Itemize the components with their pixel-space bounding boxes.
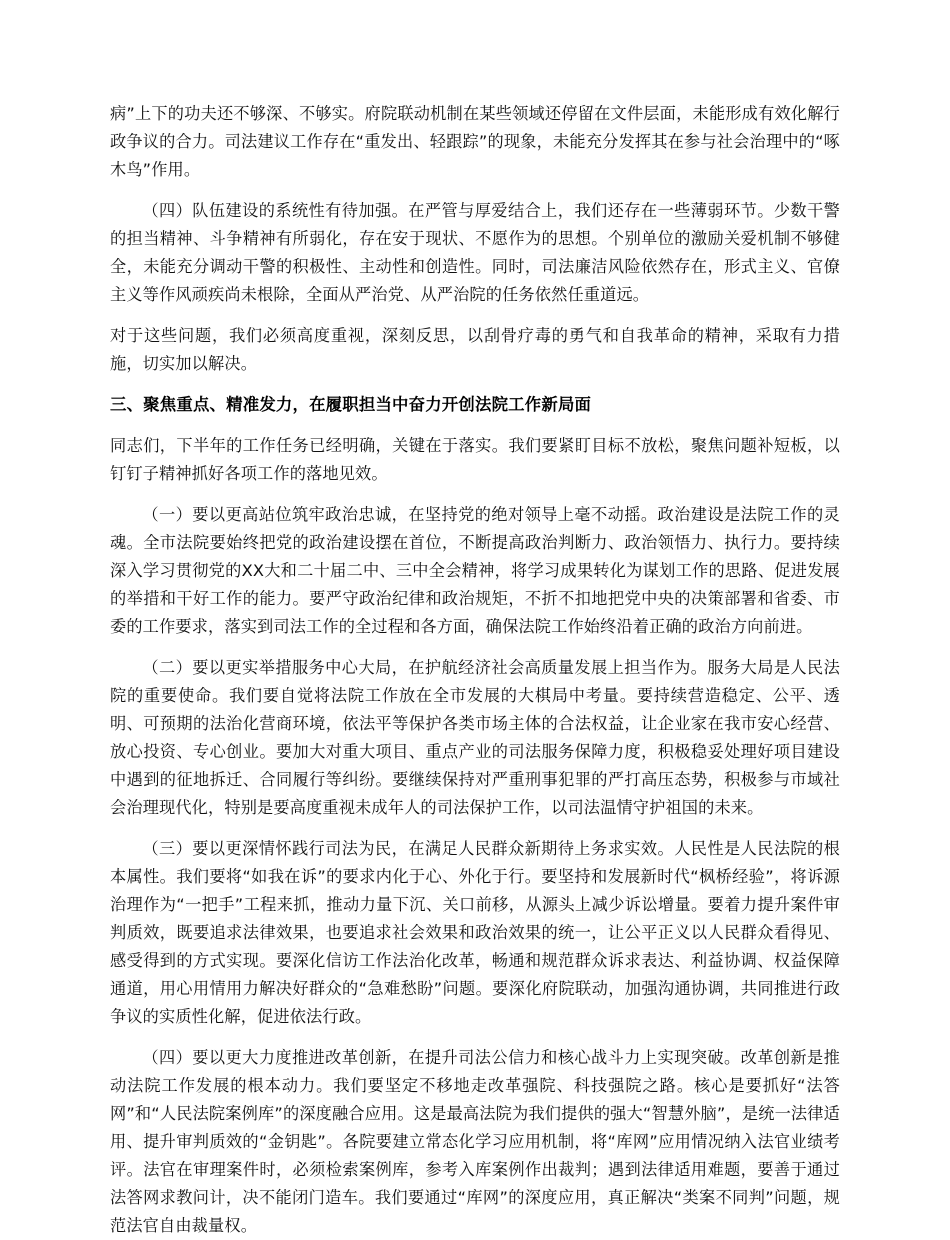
body-paragraph: （二）要以更实举措服务中心大局，在护航经济社会高质量发展上担当作为。服务大局是人民法院的重要使命。我们要自觉将法院工作放在全市发展的大棋局中考量。要持续营造稳定、公平、透明、可预期的法治化营商环境，依法平等保护各类市场主体的合法权益，让企业家在我市安心经营、放心投资、专心创业。要加大对重大项目、重点产业的司法服务保障力度，积极稳妥处理好项目建设中遇到的征地拆迁、合同履行等纠纷。要继续保持对严重刑事犯罪的严打高压态势，积极参与市域社会治理现代化，特别是要高度重视未成年人的司法保护工作，以司法温情守护祖国的未来。: [110, 658, 840, 817]
body-paragraph: 对于这些问题，我们必须高度重视，深刻反思，以刮骨疗毒的勇气和自我革命的精神，采取有力措施，切实加以解决。: [110, 326, 840, 373]
document-body: [110, 100, 840, 1240]
body-paragraph: （一）要以更高站位筑牢政治忠诚，在坚持党的绝对领导上毫不动摇。政治建设是法院工作的灵魂。全市法院要始终把党的政治建设摆在首位，不断提高政治判断力、政治领悟力、执行力。要持续深入学习贯彻党的XX大和二十届二中、三中全会精神，将学习成果转化为谋划工作的思路、促进发展的举措和干好工作的能力。要严守政治纪律和政治规矩，不折不扣地把党中央的决策部署和省委、市委的工作要求，落实到司法工作的全过程和各方面，确保法院工作始终沿着正确的政治方向前进。: [110, 505, 840, 636]
body-paragraph: 同志们，下半年的工作任务已经明确，关键在于落实。我们要紧盯目标不放松，聚焦问题补短板，以钉钉子精神抓好各项工作的落地见效。: [110, 436, 840, 483]
body-paragraph: （四）队伍建设的系统性有待加强。在严管与厚爱结合上，我们还存在一些薄弱环节。少数干警的担当精神、斗争精神有所弱化，存在安于现状、不愿作为的思想。个别单位的激励关爱机制不够健全，未能充分调动干警的积极性、主动性和创造性。同时，司法廉洁风险依然存在，形式主义、官僚主义等作风顽疾尚未根除，全面从严治党、从严治院的任务依然任重道远。: [110, 201, 840, 304]
body-paragraph: （三）要以更深情怀践行司法为民，在满足人民群众新期待上务求实效。人民性是人民法院的根本属性。我们要将“如我在诉”的要求内化于心、外化于行。要坚持和发展新时代“枫桥经验”，将诉源治理作为“一把手”工程来抓，推动力量下沉、关口前移，从源头上减少诉讼增量。要着力提升案件审判质效，既要追求法律效果，也要追求社会效果和政治效果的统一，让公平正义以人民群众看得见、感受得到的方式实现。要深化信访工作法治化改革，畅通和规范群众诉求表达、利益协调、权益保障通道，用心用情用力解决好群众的“急难愁盼”问题。要深化府院联动，加强沟通协调，共同推进行政争议的实质性化解，促进依法行政。: [110, 839, 840, 1026]
body-paragraph: 病”上下的功夫还不够深、不够实。府院联动机制在某些领域还停留在文件层面，未能形成有效化解行政争议的合力。司法建议工作存在“重发出、轻跟踪”的现象，未能充分发挥其在参与社会治理中的“啄木鸟”作用。: [110, 104, 840, 179]
body-paragraph: （四）要以更大力度推进改革创新，在提升司法公信力和核心战斗力上实现突破。改革创新是推动法院工作发展的根本动力。我们要坚定不移地走改革强院、科技强院之路。核心是要抓好“法答网”和“人民法院案例库”的深度融合应用。这是最高法院为我们提供的强大“智慧外脑”，是统一法律适用、提升审判质效的“金钥匙”。各院要建立常态化学习应用机制，将“库网”应用情况纳入法官业绩考评。法官在审理案件时，必须检索案例库，参考入库案例作出裁判；遇到法律适用难题，要善于通过法答网求教问计，决不能闭门造车。我们要通过“库网”的深度应用，真正解决“类案不同判”问题，规范法官自由裁量权。: [110, 1048, 840, 1235]
section-heading: 三、聚焦重点、精准发力，在履职担当中奋力开创法院工作新局面: [110, 395, 592, 414]
